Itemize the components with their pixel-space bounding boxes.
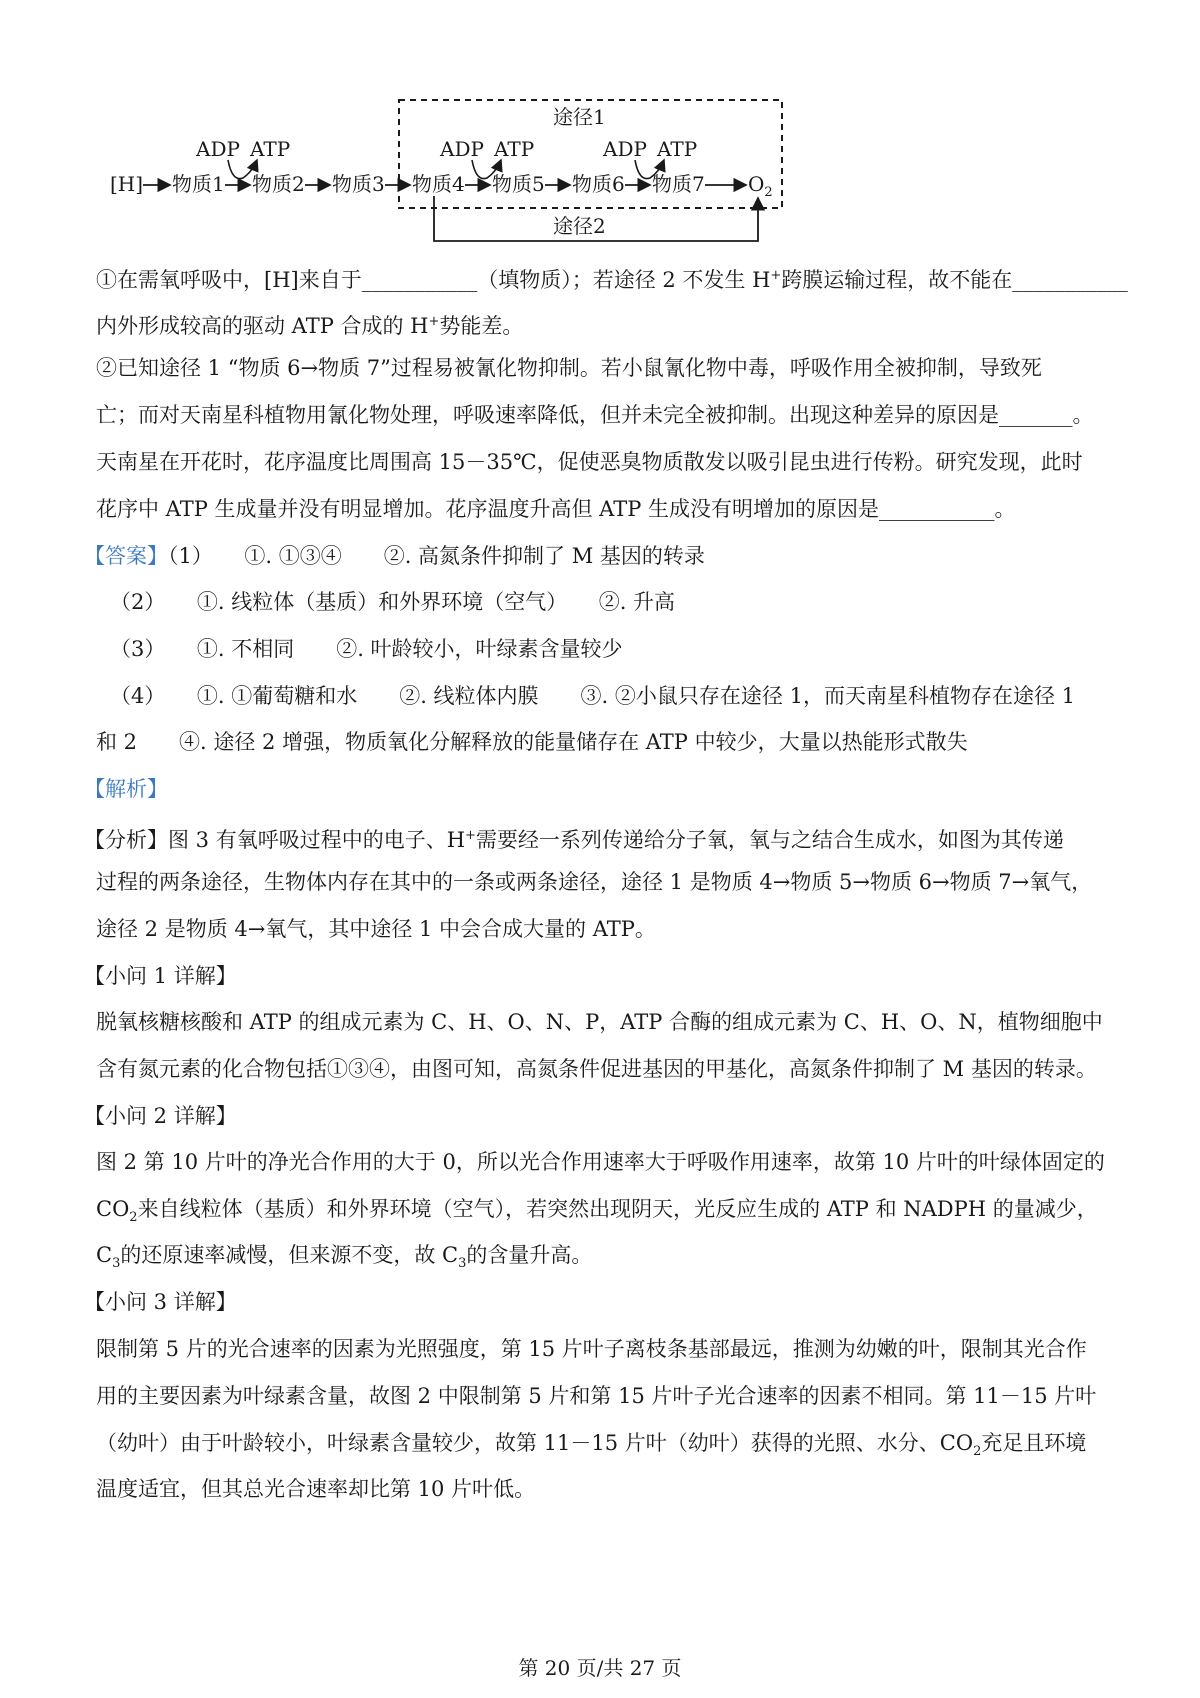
- s2-line-2: $CO_2$来自线粒体（基质）和外界环境（空气），若突然出现阴天，光反应生成的 ATP 和 NADPH 的量减少，: [96, 1197, 1098, 1226]
- respiration-pathway-diagram: [0, 0, 1200, 250]
- substance-2: 物质2: [252, 172, 305, 196]
- adp-label-2: ADP: [440, 137, 484, 161]
- s1-title: 【小问 1 详解】: [84, 964, 237, 988]
- q4-line-4: 亡；而对天南星科植物用氰化物处理，呼吸速率降低，但并未完全被抑制。出现这种差异的原因是_______。: [96, 403, 1094, 427]
- substance-7: 物质7: [652, 172, 705, 196]
- substance-4: 物质4: [412, 172, 465, 196]
- answer-tag: 【答案】: [84, 544, 168, 568]
- s1-line-1: 脱氧核糖核酸和 ATP 的组成元素为 C、H、O、N、P，ATP 合酶的组成元素为 C、H、O、N，植物细胞中: [96, 1010, 1103, 1034]
- analysis-line-1: 【分析】图 3 有氧呼吸过程中的电子、H+需要经一系列传递给分子氧，氧与之结合生成水，如图为其传递: [84, 828, 1064, 852]
- atp-label-3: ATP: [657, 137, 698, 161]
- q4-line-2: 内外形成较高的驱动 ATP 合成的 H+势能差。: [96, 314, 524, 338]
- s3-title: 【小问 3 详解】: [84, 1290, 237, 1314]
- q4-line-3: ②已知途径 1 “物质 6→物质 7”过程易被氰化物抑制。若小鼠氰化物中毒，呼吸作用全被抑制，导致死: [96, 356, 1042, 380]
- answer-line-4: （4） ①. ①葡萄糖和水 ②. 线粒体内膜 ③. ②小鼠只存在途径 1，而天南星科植物存在途径 1: [110, 684, 1075, 708]
- answer-line-1: 【答案】（1） ①. ①③④ ②. 高氮条件抑制了 M 基因的转录: [84, 544, 705, 568]
- route2-label: 途径2: [553, 214, 606, 238]
- answer-line-2: （2） ①. 线粒体（基质）和外界环境（空气） ②. 升高: [110, 590, 676, 614]
- answer-line-5: 和 2 ④. 途径 2 增强，物质氧化分解释放的能量储存在 ATP 中较少，大量以热能形式散失: [96, 730, 968, 754]
- s3-line-4: 温度适宜，但其总光合速率却比第 10 片叶低。: [96, 1477, 536, 1501]
- atp-label-2: ATP: [494, 137, 535, 161]
- route1-label: 途径1: [553, 105, 606, 129]
- q4-line-6: 花序中 ATP 生成量并没有明显增加。花序温度升高但 ATP 生成没有明增加的原因是___________。: [96, 497, 1016, 521]
- s2-title: 【小问 2 详解】: [84, 1104, 237, 1128]
- analysis-line-3: 途径 2 是物质 4→氧气，其中途径 1 中会合成大量的 ATP。: [96, 917, 656, 941]
- adp-label-3: ADP: [603, 137, 647, 161]
- analysis-line-2: 过程的两条途径，生物体内存在其中的一条或两条途径，途径 1 是物质 4→物质 5→物质 6→物质 7→氧气，: [96, 870, 1093, 894]
- s3-line-3: （幼叶）由于叶龄较小，叶绿素含量较少，故第 11－15 片叶（幼叶）获得的光照、水分、$CO_2$充足且环境: [96, 1431, 1087, 1460]
- answer-line-3: （3） ①. 不相同 ②. 叶龄较小，叶绿素含量较少: [110, 637, 623, 661]
- substance-3: 物质3: [332, 172, 385, 196]
- page-footer: 第 20 页/共 27 页: [518, 1656, 682, 1680]
- s3-line-2: 用的主要因素为叶绿素含量，故图 2 中限制第 5 片和第 15 片叶子光合速率的因素不相同。第 11－15 片叶: [96, 1384, 1097, 1408]
- substance-5: 物质5: [492, 172, 545, 196]
- o2-label: $O_2$: [748, 172, 773, 200]
- adp-label-1: ADP: [196, 137, 240, 161]
- h-label: [H]: [110, 172, 144, 196]
- q4-line-5: 天南星在开花时，花序温度比周围高 15－35℃，促使恶臭物质散发以吸引昆虫进行传粉。研究发现，此时: [96, 450, 1083, 474]
- analysis-tag: 【解析】: [84, 777, 168, 801]
- substance-1: 物质1: [172, 172, 225, 196]
- q4-line-1: ①在需氧呼吸中，[H]来自于___________（填物质）；若途径 2 不发生 H+跨膜运输过程，故不能在___________: [96, 268, 1128, 292]
- s2-line-3: $C_3$的还原速率减慢，但来源不变，故 $C_3$的含量升高。: [96, 1243, 593, 1272]
- s1-line-2: 含有氮元素的化合物包括①③④，由图可知，高氮条件促进基因的甲基化，高氮条件抑制了 M 基因的转录。: [96, 1057, 1097, 1081]
- s2-line-1: 图 2 第 10 片叶的净光合作用的大于 0，所以光合作用速率大于呼吸作用速率，故第 10 片叶的叶绿体固定的: [96, 1150, 1105, 1174]
- substance-6: 物质6: [572, 172, 625, 196]
- s3-line-1: 限制第 5 片的光合速率的因素为光照强度，第 15 片叶子离枝条基部最远，推测为幼嫩的叶，限制其光合作: [96, 1337, 1087, 1361]
- atp-label-1: ATP: [250, 137, 291, 161]
